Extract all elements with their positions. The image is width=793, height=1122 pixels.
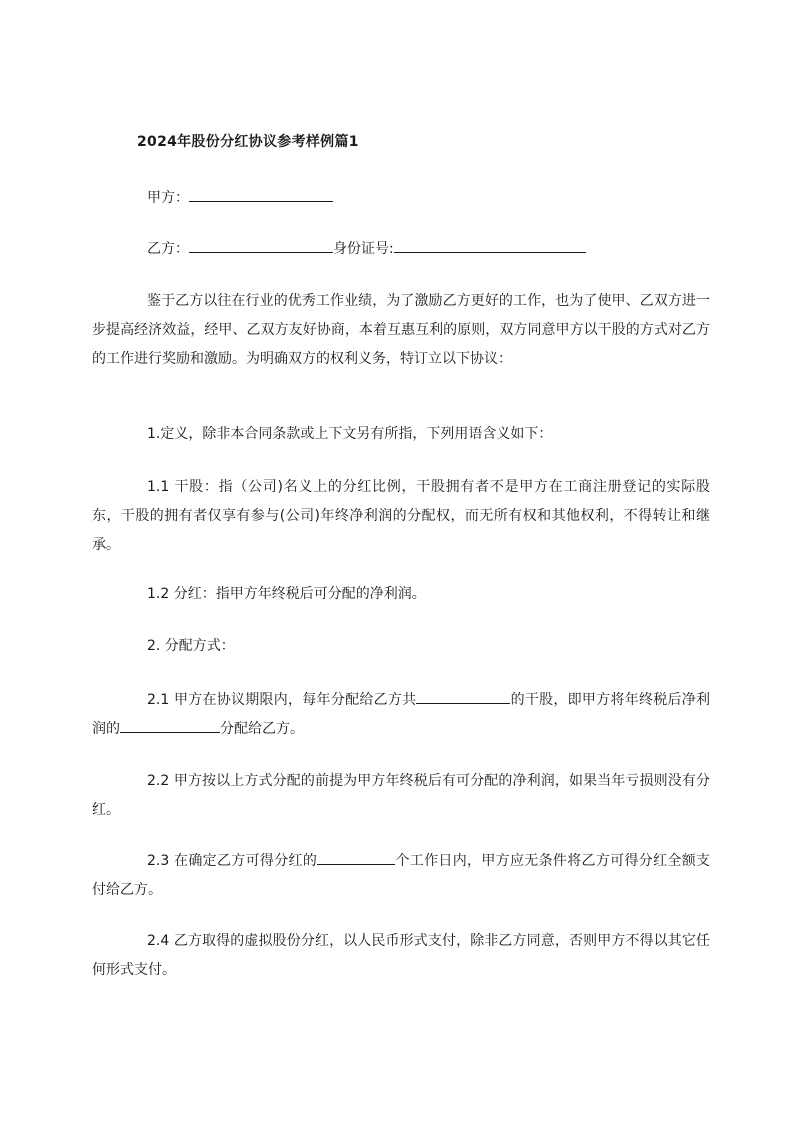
clause-2-1-blank-2 [120, 718, 220, 733]
clause-2-2: 2.2 甲方按以上方式分配的前提为甲方年终税后有可分配的净利润，如果当年亏损则没有分红。 [92, 773, 710, 818]
party-a-line [147, 187, 333, 207]
clause-1: 1.定义，除非本合同条款或上下文另有所指，下列用语含义如下： [147, 426, 553, 442]
clause-2-1-blank-1 [416, 689, 510, 704]
clause-2-1-part-a: 2.1 甲方在协议期限内，每年分配给乙方共 [147, 692, 417, 708]
clause-2-3 [92, 847, 710, 905]
party-b-label: 乙方： [147, 241, 189, 257]
clause-2: 2. 分配方式： [147, 638, 235, 654]
clause-1-2: 1.2 分红：指甲方年终税后可分配的净利润。 [147, 586, 426, 602]
party-b-line [147, 238, 586, 258]
clause-2-1-part-c: 分配给乙方。 [220, 721, 304, 737]
party-a-blank [189, 187, 333, 202]
clause-2-4: 2.4 乙方取得的虚拟股份分红，以人民币形式支付，除非乙方同意，否则甲方不得以其它任何形式支付。 [92, 933, 710, 978]
preamble-paragraph: 鉴于乙方以往在行业的优秀工作业绩，为了激励乙方更好的工作，也为了使甲、乙双方进一步提高经济效益，经甲、乙双方友好协商，本着互惠互利的原则，双方同意甲方以干股的方式对乙方的工作进行奖励和激励。为明确双方的权利义务，特订立以下协议： [92, 293, 710, 367]
clause-2-3-blank [317, 850, 395, 865]
clause-2-3-part-b: 个工作日内，甲方应无条件将乙方可得分红全额支付给乙方。 [92, 853, 711, 898]
clause-2-1 [92, 686, 710, 744]
id-number-label: 身份证号: [333, 241, 394, 257]
clause-1-1: 1.1 干股：指（公司)名义上的分红比例，干股拥有者不是甲方在工商注册登记的实际股东，干股的拥有者仅享有参与(公司)年终净利润的分配权，而无所有权和其他权利，不得转让和继承。 [92, 479, 710, 553]
party-b-blank [189, 238, 333, 253]
document-title: 2024年股份分红协议参考样例篇1 [137, 134, 359, 150]
party-a-label: 甲方： [147, 190, 189, 206]
clause-2-3-part-a: 2.3 在确定乙方可得分红的 [147, 853, 318, 869]
clause-2-1-part-b: 的干股，即甲方将年终税后净利润的 [92, 692, 710, 737]
id-number-blank [394, 238, 586, 253]
